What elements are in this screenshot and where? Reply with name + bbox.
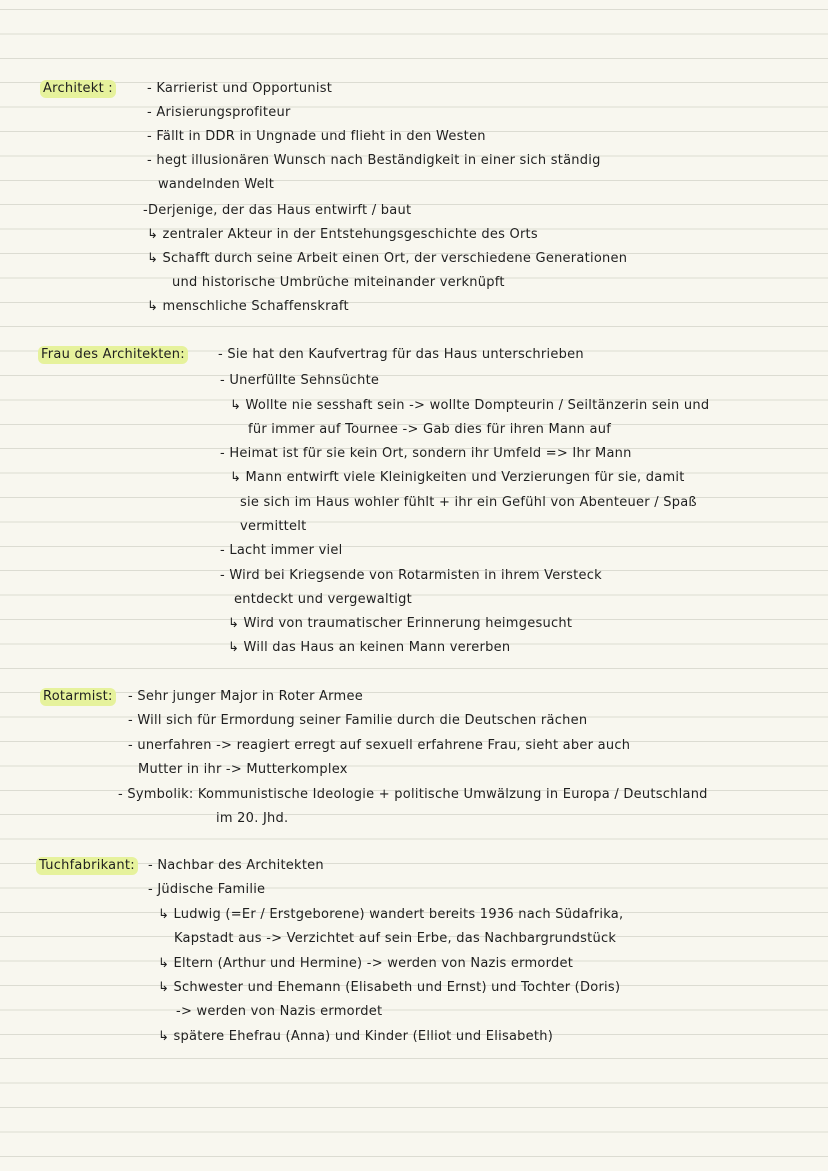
heading-tuchfabrikant: Tuchfabrikant: xyxy=(36,857,138,875)
note-line: - Arisierungsprofiteur xyxy=(147,105,291,120)
note-line: - Heimat ist für sie kein Ort, sondern ihr Umfeld => Ihr Mann xyxy=(220,446,632,461)
note-line: - Jüdische Familie xyxy=(148,882,266,897)
note-line: ↳ Eltern (Arthur und Hermine) -> werden von Nazis ermordet xyxy=(158,956,574,971)
note-line: ↳ Wollte nie sesshaft sein -> wollte Dompteurin / Seiltänzerin sein und xyxy=(230,398,710,413)
note-line: -Derjenige, der das Haus entwirft / baut xyxy=(143,203,412,218)
note-line: - Karrierist und Opportunist xyxy=(147,81,333,96)
note-line: sie sich im Haus wohler fühlt + ihr ein Gefühl von Abenteuer / Spaß xyxy=(240,495,697,510)
note-line: - Nachbar des Architekten xyxy=(148,858,324,873)
note-line: - Sehr junger Major in Roter Armee xyxy=(128,689,363,704)
note-line: wandelnden Welt xyxy=(158,177,275,192)
note-line: ↳ Wird von traumatischer Erinnerung heimgesucht xyxy=(228,616,573,631)
note-line: ↳ Schafft durch seine Arbeit einen Ort, der verschiedene Generationen xyxy=(147,251,628,266)
note-line: - Sie hat den Kaufvertrag für das Haus unterschrieben xyxy=(218,347,584,362)
note-line: - Symbolik: Kommunistische Ideologie + politische Umwälzung in Europa / Deutschland xyxy=(118,787,708,802)
note-line: Kapstadt aus -> Verzichtet auf sein Erbe, das Nachbargrundstück xyxy=(174,931,617,946)
note-line: -> werden von Nazis ermordet xyxy=(176,1004,383,1019)
note-line: ↳ zentraler Akteur in der Entstehungsgeschichte des Orts xyxy=(147,227,538,242)
note-line: ↳ Schwester und Ehemann (Elisabeth und Ernst) und Tochter (Doris) xyxy=(158,980,621,995)
note-line: für immer auf Tournee -> Gab dies für ihren Mann auf xyxy=(248,422,612,437)
note-line: - Will sich für Ermordung seiner Familie durch die Deutschen rächen xyxy=(128,713,588,728)
note-line: - Unerfüllte Sehnsüchte xyxy=(220,373,380,388)
note-line: ↳ menschliche Schaffenskraft xyxy=(147,299,349,314)
note-line: und historische Umbrüche miteinander verknüpft xyxy=(172,275,505,290)
note-line: im 20. Jhd. xyxy=(216,811,289,826)
note-line: - hegt illusionären Wunsch nach Beständigkeit in einer sich ständig xyxy=(147,153,601,168)
heading-frau-des-architekten: Frau des Architekten: xyxy=(38,346,188,364)
note-line: - Wird bei Kriegsende von Rotarmisten in ihrem Versteck xyxy=(220,568,602,583)
heading-architekt: Architekt : xyxy=(40,80,116,98)
heading-rotarmist: Rotarmist: xyxy=(40,688,116,706)
note-line: ↳ Ludwig (=Er / Erstgeborene) wandert bereits 1936 nach Südafrika, xyxy=(158,907,624,922)
note-line: - Fällt in DDR in Ungnade und flieht in den Westen xyxy=(147,129,486,144)
note-line: ↳ Mann entwirft viele Kleinigkeiten und Verzierungen für sie, damit xyxy=(230,470,685,485)
note-line: ↳ spätere Ehefrau (Anna) und Kinder (Elliot und Elisabeth) xyxy=(158,1029,554,1044)
note-line: vermittelt xyxy=(240,519,307,534)
note-line: Mutter in ihr -> Mutterkomplex xyxy=(138,762,348,777)
note-line: ↳ Will das Haus an keinen Mann vererben xyxy=(228,640,511,655)
note-line: entdeckt und vergewaltigt xyxy=(234,592,412,607)
note-line: - Lacht immer viel xyxy=(220,543,343,558)
note-line: - unerfahren -> reagiert erregt auf sexuell erfahrene Frau, sieht aber auch xyxy=(128,738,631,753)
